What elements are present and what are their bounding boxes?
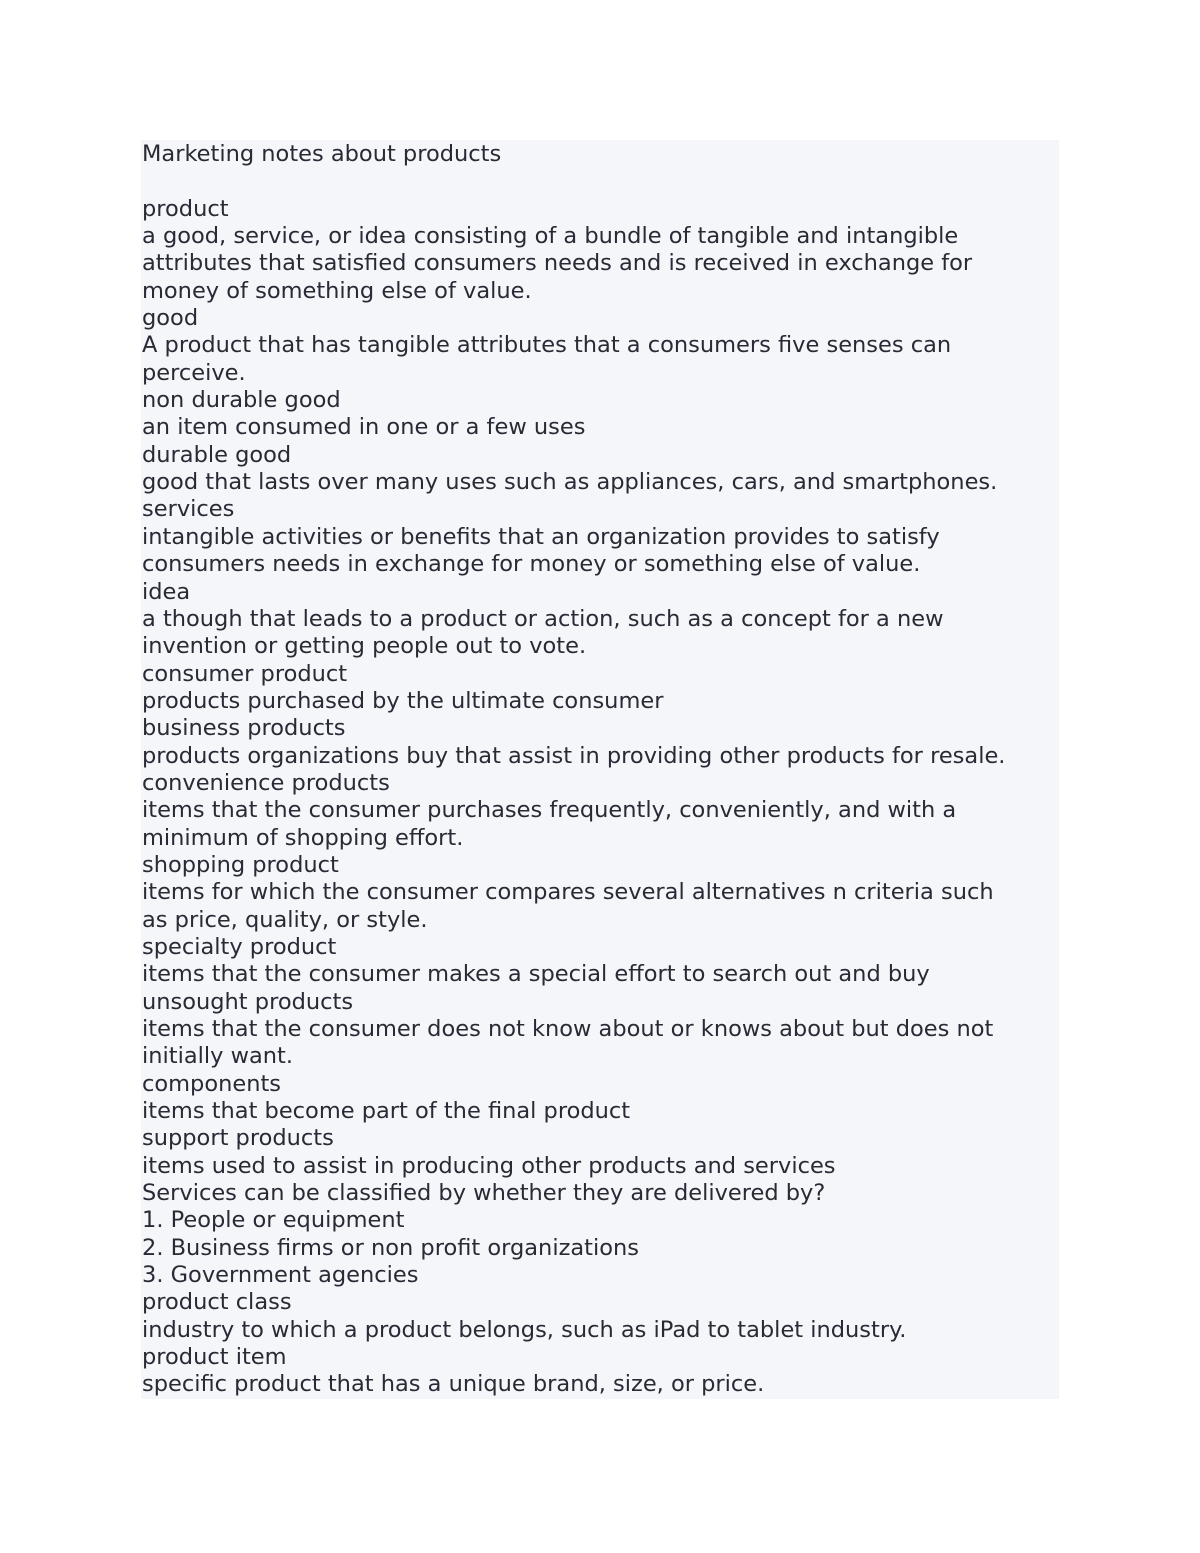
note-line: intangible activities or benefits that an organization provides to satisfy (142, 523, 940, 550)
note-line: items used to assist in producing other products and services (142, 1152, 836, 1179)
note-line: a though that leads to a product or action, such as a concept for a new (142, 605, 944, 632)
note-line: items for which the consumer compares several alternatives n criteria such (142, 879, 994, 906)
note-line: initially want. (142, 1043, 294, 1070)
note-line: minimum of shopping effort. (142, 824, 464, 851)
note-line: items that become part of the final product (142, 1098, 631, 1125)
note-line: non durable good (142, 387, 341, 414)
note-line: good that lasts over many uses such as appliances, cars, and smartphones. (142, 469, 998, 496)
notes-lines (142, 196, 1059, 1399)
note-line: as price, quality, or style. (142, 906, 428, 933)
note-line: services (142, 496, 235, 523)
note-line: 3. Government agencies (142, 1262, 419, 1289)
blank-line (142, 168, 1059, 195)
note-line: items that the consumer purchases frequently, conveniently, and with a (142, 797, 957, 824)
note-line: unsought products (142, 988, 354, 1015)
note-line: money of something else of value. (142, 277, 532, 304)
note-line: perceive. (142, 359, 246, 386)
note-line: products purchased by the ultimate consumer (142, 687, 664, 714)
note-line: good (142, 305, 199, 332)
note-line: product class (142, 1289, 292, 1316)
note-line: product item (142, 1344, 287, 1371)
note-line: shopping product (142, 851, 339, 878)
note-line: items that the consumer makes a special effort to search out and buy (142, 961, 930, 988)
note-line: items that the consumer does not know about or knows about but does not (142, 1016, 994, 1042)
note-line: products organizations buy that assist in providing other products for resale. (142, 742, 1006, 769)
note-line: industry to which a product belongs, such as iPad to tablet industry. (142, 1316, 907, 1343)
note-line: Services can be classified by whether they are delivered by? (142, 1180, 826, 1207)
note-line: business products (142, 715, 346, 742)
document-title: Marketing notes about products (142, 141, 502, 167)
note-line: attributes that satisfied consumers needs and is received in exchange for (142, 250, 973, 277)
note-line: a good, service, or idea consisting of a bundle of tangible and intangible (142, 223, 959, 250)
note-line: product (142, 195, 229, 222)
note-line: specific product that has a unique brand, size, or price. (142, 1371, 765, 1398)
note-line: A product that has tangible attributes that a consumers five senses can (142, 332, 952, 359)
note-line: consumers needs in exchange for money or something else of value. (142, 551, 921, 578)
note-line: consumer product (142, 660, 348, 687)
note-line: an item consumed in one or a few uses (142, 414, 586, 441)
note-line: idea (142, 578, 191, 605)
notes-text-block (141, 140, 1059, 1399)
note-line: specialty product (142, 933, 337, 960)
note-line: 2. Business firms or non profit organizations (142, 1234, 639, 1261)
note-line: support products (142, 1125, 334, 1152)
note-line: components (142, 1070, 282, 1097)
note-line: invention or getting people out to vote. (142, 633, 587, 660)
note-line: convenience products (142, 769, 390, 796)
note-line: 1. People or equipment (142, 1207, 405, 1234)
note-line: durable good (142, 441, 292, 468)
